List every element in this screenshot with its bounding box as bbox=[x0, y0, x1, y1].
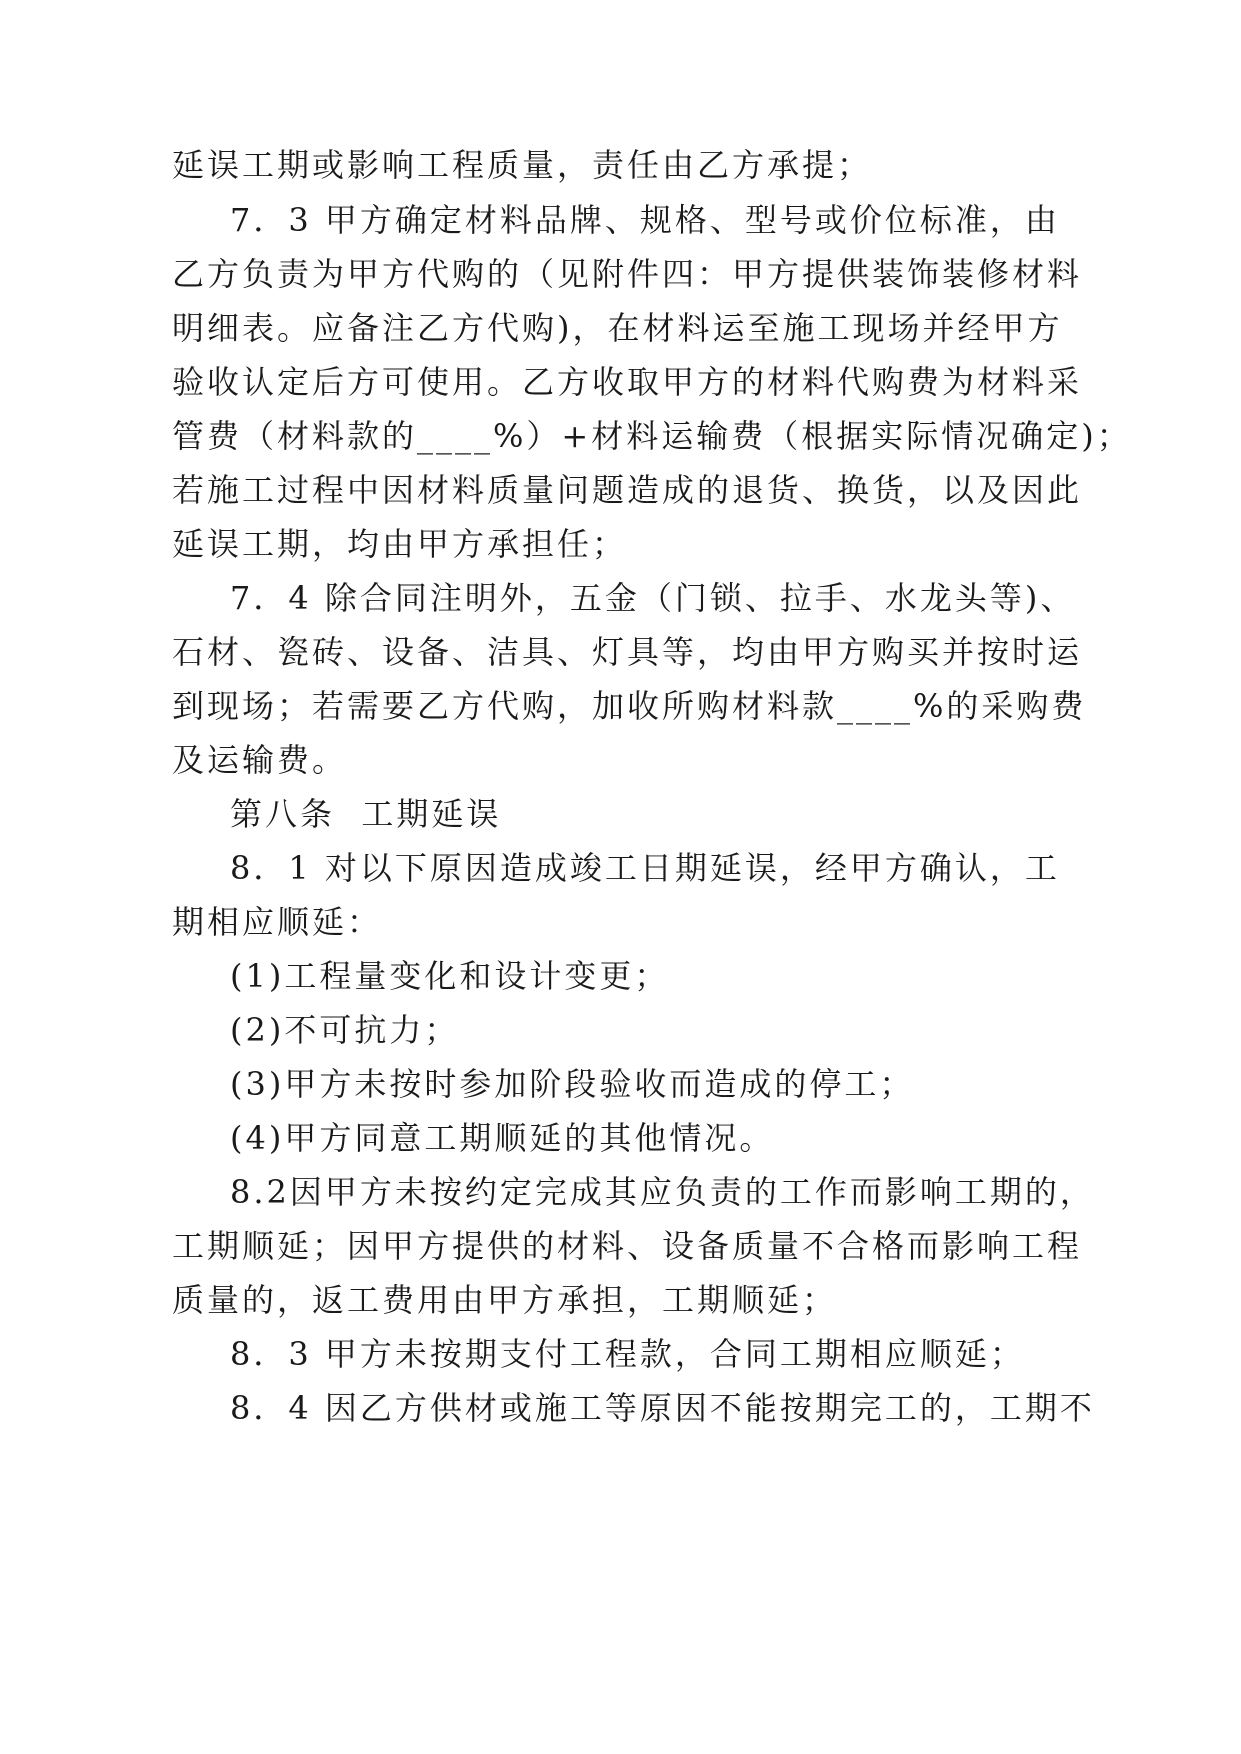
text-line: 工期顺延；因甲方提供的材料、设备质量不合格而影响工程 bbox=[172, 1227, 1083, 1265]
text-line: 明细表。应备注乙方代购)，在材料运至施工现场并经甲方 bbox=[172, 309, 1063, 347]
text-line: 7．3 甲方确定材料品牌、规格、型号或价位标准，由 bbox=[230, 201, 1060, 239]
text-line: 延误工期，均由甲方承担任； bbox=[172, 525, 628, 563]
list-item: (1)工程量变化和设计变更； bbox=[230, 957, 670, 995]
section-heading: 第八条 工期延误 bbox=[230, 795, 502, 833]
text-line: 8．4 因乙方供材或施工等原因不能按期完工的，工期不 bbox=[230, 1389, 1095, 1427]
text-line: 验收认定后方可使用。乙方收取甲方的材料代购费为材料采 bbox=[172, 363, 1083, 401]
list-item: (2)不可抗力； bbox=[230, 1011, 460, 1049]
list-item: (4)甲方同意工期顺延的其他情况。 bbox=[230, 1119, 775, 1157]
text-line: 到现场；若需要乙方代购，加收所购材料款____%的采购费 bbox=[172, 687, 1087, 725]
text-line: 若施工过程中因材料质量问题造成的退货、换货，以及因此 bbox=[172, 471, 1083, 509]
text-line: 8．3 甲方未按期支付工程款，合同工期相应顺延； bbox=[230, 1335, 1025, 1373]
text-line: 质量的，返工费用由甲方承担，工期顺延； bbox=[172, 1281, 838, 1319]
text-line: 8.2因甲方未按约定完成其应负责的工作而影响工期的， bbox=[230, 1173, 1095, 1211]
list-item: (3)甲方未按时参加阶段验收而造成的停工； bbox=[230, 1065, 915, 1103]
text-line: 延误工期或影响工程质量，责任由乙方承提； bbox=[172, 146, 873, 184]
text-line: 期相应顺延： bbox=[172, 903, 383, 941]
text-line: 乙方负责为甲方代购的（见附件四：甲方提供装饰装修材料 bbox=[172, 255, 1083, 293]
text-line: 7．4 除合同注明外，五金（门锁、拉手、水龙头等)、 bbox=[230, 579, 1076, 617]
text-line: 8．1 对以下原因造成竣工日期延误，经甲方确认，工 bbox=[230, 849, 1060, 887]
text-line: 石材、瓷砖、设备、洁具、灯具等，均由甲方购买并按时运 bbox=[172, 633, 1083, 671]
text-line: 管费（材料款的____%）+材料运输费（根据实际情况确定)； bbox=[172, 417, 1132, 455]
text-line: 及运输费。 bbox=[172, 741, 348, 779]
